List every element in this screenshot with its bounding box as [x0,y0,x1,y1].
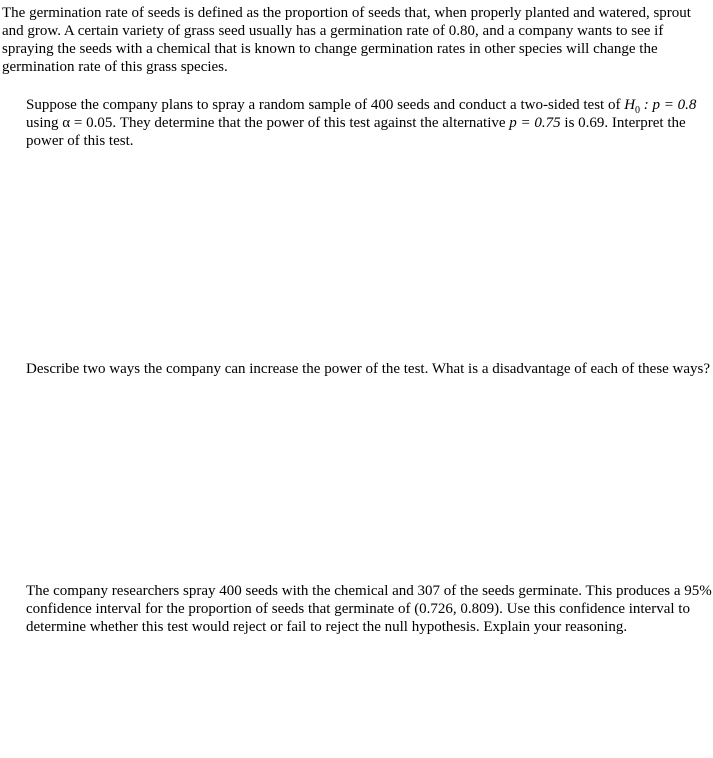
question-a-label [2,96,26,114]
question-b-text: Describe two ways the company can increase the power of the test. What is a disadvantage of each of these ways? [26,361,711,377]
intro-paragraph: The germination rate of seeds is defined as the proportion of seeds that, when properly planted and watered, sprout and grow. A certain variety of grass seed usually has a germination rate of 0.80, and a company wants to see if spraying the seeds with a chemical that is known to change germination rates in other species will change the germination rate of this grass species. [2,5,691,75]
question-c-label [2,582,26,600]
question-a [2,96,713,150]
question-a-text-4: is 0.69. Interpret the power of this test. [26,115,686,149]
question-a-text-1: Suppose the company plans to spray a random sample of 400 seeds and conduct a two-sided test of [26,97,621,113]
question-b [2,360,713,378]
question-b-label [2,360,26,378]
null-hypothesis-subscript: 0 [635,105,641,116]
question-a-text-3: . They determine that the power of this test against the alternative [112,115,510,131]
significance-level: α = 0.05 [62,115,113,131]
question-a-text-2: using [26,115,63,131]
null-hypothesis-statement: : p = 0.8 [640,97,697,113]
question-c [2,582,713,636]
null-hypothesis-symbol: H [624,97,636,113]
alternative-value: p = 0.75 [509,115,561,131]
question-c-text: The company researchers spray 400 seeds with the chemical and 307 of the seeds germinate. This produces a 95% confidence interval for the proportion of seeds that germinate of (0.726, 0.809). Use this confidence interval to determine whether this test would reject or fail to reject the null hypothesis. Explain your reasoning. [26,583,712,635]
